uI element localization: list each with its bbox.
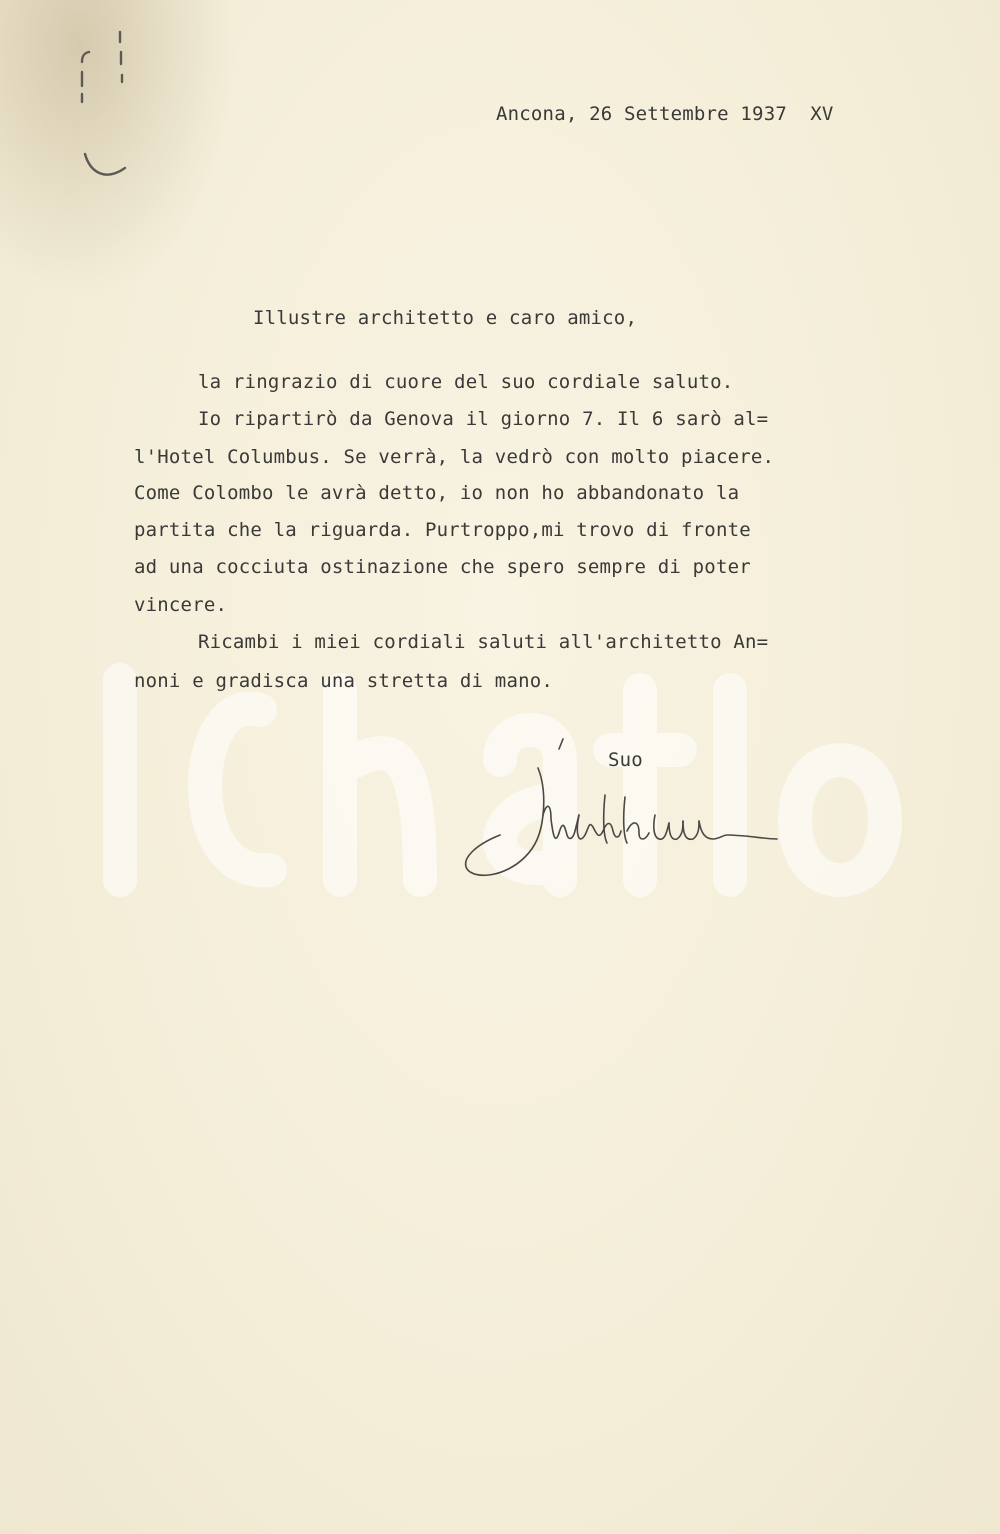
letter-salutation: Illustre architetto e caro amico, [253,307,638,329]
body-line-7: vincere. [134,594,228,616]
body-line-9: noni e gradisca una stretta di mano. [134,670,554,692]
body-line-3: l'Hotel Columbus. Se verrà, la vedrò con molto piacere. [134,446,775,468]
body-line-8: Ricambi i miei cordiali saluti all'architetto An= [198,631,769,653]
pencil-marks [70,20,160,200]
body-line-4: Come Colombo le avrà detto, io non ho abbandonato la [134,482,740,504]
body-line-6: ad una cocciuta ostinazione che spero sempre di poter [134,556,751,578]
body-line-1: la ringrazio di cuore del suo cordiale saluto. [198,371,734,393]
body-line-5: partita che la riguarda. Purtroppo,mi trovo di fronte [134,519,751,541]
letter-closing: Suo [608,749,643,771]
letter-date: Ancona, 26 Settembre 1937 XV [496,103,834,125]
handwritten-signature [455,735,785,885]
body-line-2: Io ripartirò da Genova il giorno 7. Il 6 sarò al= [198,408,769,430]
